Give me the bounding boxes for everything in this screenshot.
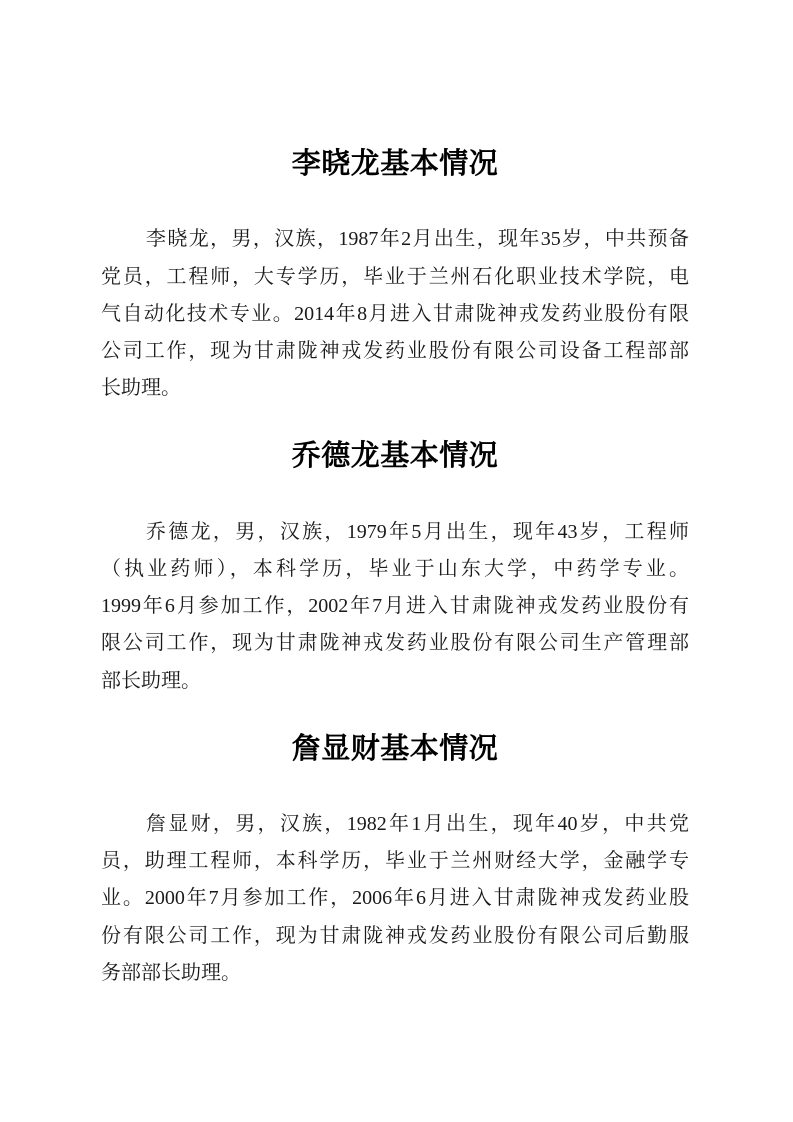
body-line: 李晓龙，男，汉族，1987年2月出生，现年35岁，中共预备 [146,228,689,251]
person-section-li-xiaolong [101,146,689,408]
section-title: 李晓龙基本情况 [291,148,499,180]
body-line: 限公司工作，现为甘肃陇神戎发药业股份有限公司生产管理部 [101,632,689,655]
section-title: 詹显财基本情况 [291,732,499,765]
section-body [101,221,689,407]
body-line: 业。2000年7月参加工作，2006年6月进入甘肃陇神戎发药业股 [101,887,689,910]
body-line: 党员，工程师，大专学历，毕业于兰州石化职业技术学院，电 [101,265,689,288]
body-line: 长助理。 [101,377,181,400]
body-line: 乔德龙，男，汉族，1979年5月出生，现年43岁，工程师 [146,520,689,543]
body-line: 1999年6月参加工作，2002年7月进入甘肃陇神戎发药业股份有 [101,595,689,618]
section-title: 乔德龙基本情况 [291,440,499,473]
body-line: 份有限公司工作，现为甘肃陇神戎发药业股份有限公司后勤服 [101,924,689,947]
body-line: 务部部长助理。 [101,962,241,985]
section-body [101,514,689,700]
body-line: 詹显财，男，汉族，1982年1月出生，现年40岁，中共党 [146,812,689,835]
body-line: 员，助理工程师，本科学历，毕业于兰州财经大学，金融学专 [101,850,689,873]
body-line: （执业药师），本科学历，毕业于山东大学，中药学专业。 [101,557,689,580]
body-line: 公司工作，现为甘肃陇神戎发药业股份有限公司设备工程部部 [101,340,689,363]
body-line: 部长助理。 [101,669,201,692]
person-section-qiao-delong [101,438,689,700]
person-section-zhan-xiancai [101,731,689,993]
body-line: 气自动化技术专业。2014年8月进入甘肃陇神戎发药业股份有限 [101,302,689,325]
section-body [101,806,689,992]
